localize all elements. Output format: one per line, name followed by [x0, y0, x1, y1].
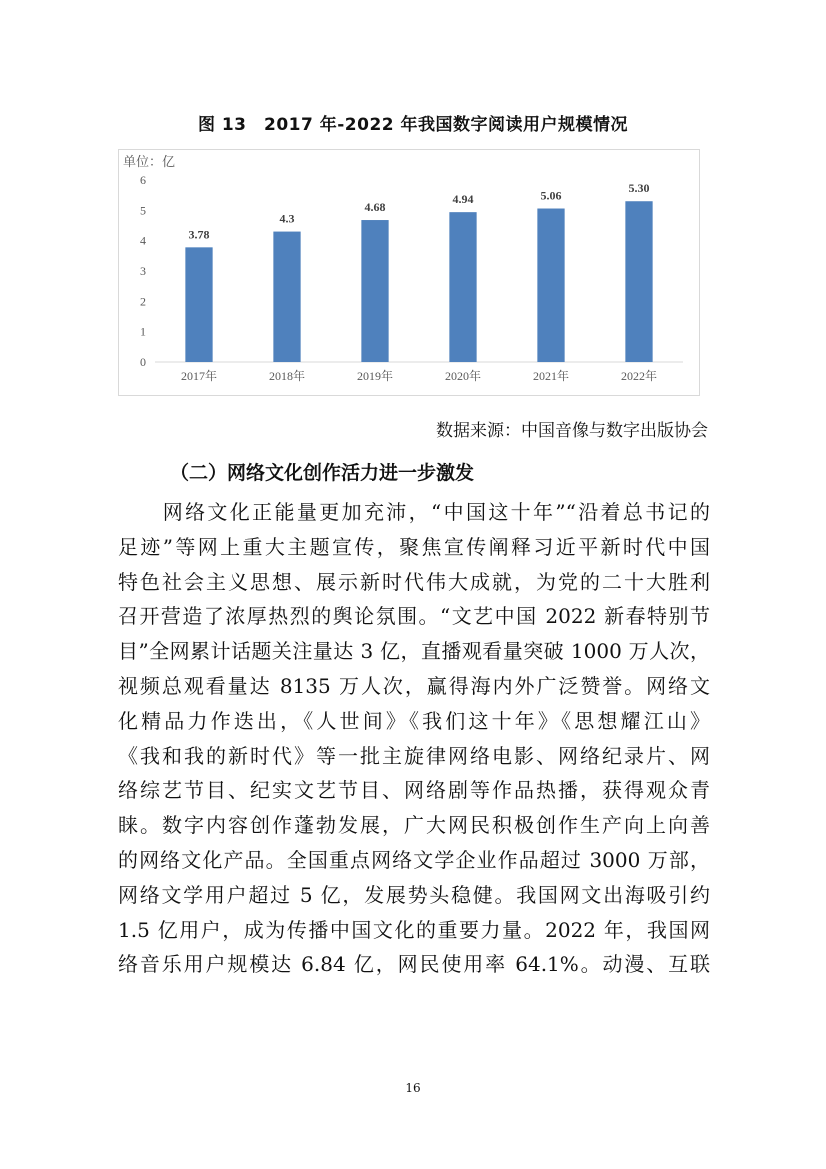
- y-tick-label: 4: [140, 233, 146, 248]
- x-tick-label: 2019年: [356, 369, 394, 383]
- paragraph-line: 召开营造了浓厚热烈的舆论氛围。“文艺中国 2022 新春特别节: [118, 604, 710, 629]
- bar: [537, 209, 564, 362]
- paragraph-line: 特色社会主义思想、展示新时代伟大成就，为党的二十大胜利: [118, 569, 710, 594]
- bar: [273, 232, 300, 362]
- y-tick-label: 1: [140, 324, 146, 339]
- data-label: 3.78: [188, 227, 210, 242]
- bar-chart-svg: [119, 150, 699, 395]
- y-tick-label: 6: [140, 173, 146, 187]
- paragraph-line: 目”全网累计话题关注量达 3 亿，直播观看量突破 1000 万人次，: [118, 639, 710, 664]
- section-heading: （二）网络文化创作活力进一步激发: [170, 462, 475, 484]
- paragraph-line: 视频总观看量达 8135 万人次，赢得海内外广泛赞誉。网络文: [118, 673, 710, 698]
- paragraph-line: 睐。数字内容创作蓬勃发展，广大网民积极创作生产向上向善: [118, 813, 710, 838]
- x-tick-label: 2022年: [620, 369, 658, 383]
- paragraph-line: 《我和我的新时代》等一批主旋律网络电影、网络纪录片、网: [118, 743, 710, 768]
- page-number: 16: [405, 1081, 421, 1095]
- paragraph-line: 足迹”等网上重大主题宣传，聚焦宣传阐释习近平新时代中国: [118, 534, 710, 559]
- bar-chart: [118, 149, 700, 396]
- paragraph-line: 网络文化正能量更加充沛，“中国这十年”“沿着总书记的: [118, 500, 710, 524]
- figure-title: 图 13 2017 年-2022 年我国数字阅读用户规模情况: [197, 115, 629, 135]
- x-tick-label: 2021年: [532, 369, 570, 383]
- bar: [449, 212, 476, 362]
- bar: [185, 247, 212, 362]
- unit-label: 单位：亿: [123, 154, 176, 169]
- data-label: 4.3: [279, 211, 295, 226]
- paragraph-line: 络音乐用户规模达 6.84 亿，网民使用率 64.1%。动漫、互联: [118, 952, 710, 977]
- y-tick-label: 3: [140, 264, 146, 278]
- data-label: 4.68: [364, 200, 386, 215]
- x-tick-label: 2018年: [268, 369, 306, 383]
- x-tick-label: 2017年: [180, 369, 218, 383]
- x-tick-label: 2020年: [444, 369, 482, 383]
- paragraph-line: 1.5 亿用户，成为传播中国文化的重要力量。2022 年，我国网: [118, 917, 710, 942]
- y-tick-label: 5: [140, 203, 146, 218]
- y-tick-label: 0: [140, 355, 146, 369]
- y-tick-label: 2: [140, 294, 146, 309]
- body-paragraph: [118, 495, 710, 982]
- paragraph-line: 络综艺节目、纪实文艺节目、网络剧等作品热播，获得观众青: [118, 778, 710, 803]
- data-label: 5.30: [628, 181, 650, 196]
- data-label: 5.06: [540, 188, 562, 203]
- data-label: 4.94: [452, 192, 474, 207]
- paragraph-line: 化精品力作迭出，《人世间》《我们这十年》《思想耀江山》: [118, 708, 710, 733]
- bar: [361, 220, 388, 362]
- paragraph-line: 网络文学用户超过 5 亿，发展势头稳健。我国网文出海吸引约: [118, 882, 710, 907]
- bar: [625, 201, 652, 362]
- data-source: 数据来源：中国音像与数字出版协会: [436, 421, 708, 441]
- paragraph-line: 的网络文化产品。全国重点网络文学企业作品超过 3000 万部，: [118, 847, 710, 872]
